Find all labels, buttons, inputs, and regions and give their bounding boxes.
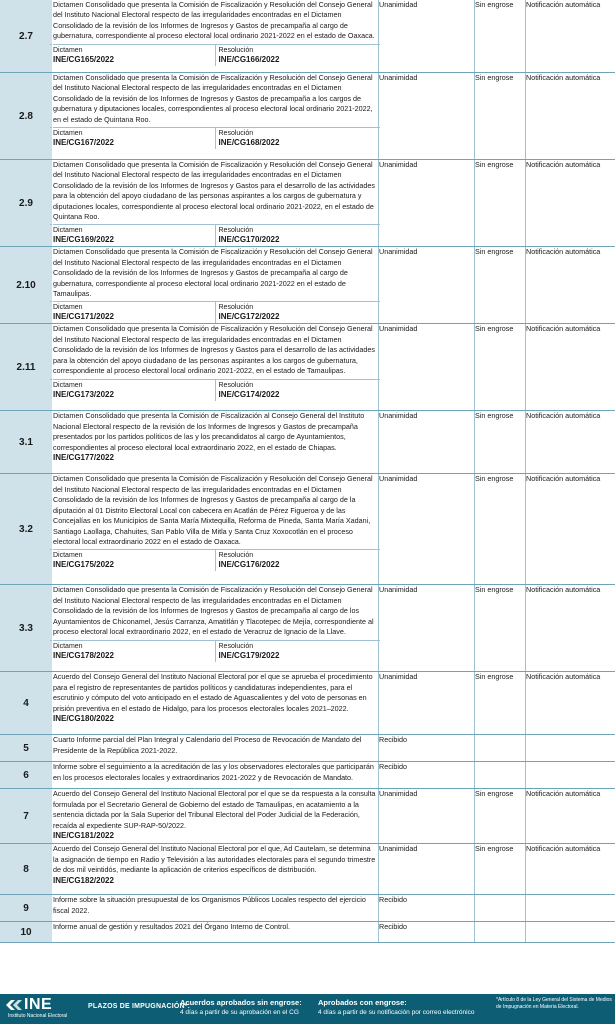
resolucion-code: INE/CG176/2022 <box>218 560 280 570</box>
vote-result: Recibido <box>379 922 475 943</box>
dictamen-label: Dictamen <box>53 46 83 54</box>
engrose-status: Sin engrose <box>475 247 526 324</box>
notification-type <box>526 922 615 943</box>
notification-type: Notificación automática <box>526 247 615 324</box>
document-references <box>50 301 380 323</box>
item-number: 9 <box>0 895 53 922</box>
resolucion-code: INE/CG174/2022 <box>218 389 280 399</box>
item-number: 2.8 <box>0 73 53 160</box>
table-row <box>0 789 615 844</box>
item-number: 2.11 <box>0 324 53 411</box>
engrose-status <box>475 762 526 789</box>
resolucion-label: Resolución <box>218 304 254 312</box>
dictamen-label: Dictamen <box>53 381 83 389</box>
resolucion-code: INE/CG166/2022 <box>218 54 280 64</box>
item-description: Dictamen Consolidado que presenta la Comisión de Fiscalización y Resolución del Consejo General del Instituto Nacional Electoral respecto de las irregularidades encontradas en el Dictamen Consolidado de la revisión de los Informes de Ingresos y Gastos de precampaña al cargo de la diputación al 01 Distrito Electoral Local con cabecera en Acatlán de Pérez Figueroa y de las Concejalías en los Municipios de Santa María Mixtequilla, Reforma de Pineda, Santa María Xadani, Santiago Laollaga, Chahuites, San Pablo Villa de Mitla y Santa Cruz Xoxocotlán en el proceso electoral local extraordinario 2022 en el estado de Oaxaca. <box>53 474 373 546</box>
item-description: Dictamen Consolidado que presenta la Comisión de Fiscalización y Resolución del Consejo General del Instituto Nacional Electoral respecto de las irregularidades encontradas en el Dictamen Consolidado de la revisión de los Informes de Ingresos y Gastos de precampaña al cargo de los Ayuntamientos de Chiconamel, Jesús Carranza, Amatitlán y Tlacotepec de Mejía, correspondiente al proceso electoral local extraordinario 2022, en el estado de Veracruz de Ignacio de la Llave. <box>53 585 374 637</box>
item-description: Dictamen Consolidado que presenta la Comisión de Fiscalización y Resolución del Consejo General del Instituto Nacional Electoral respecto de las irregularidades encontradas en el Dictamen Consolidado de la revisión de los Informes de Ingresos y Gastos de precampaña a los cargos de gubernatura y diputaciones locales, correspondientes al proceso electoral local ordinario 2021-2022, en el estado de Quintana Roo. <box>53 73 373 124</box>
resolucion-label: Resolución <box>218 227 254 235</box>
vote-result: Unanimidad <box>379 324 475 411</box>
vote-result: Unanimidad <box>379 844 475 895</box>
table-row <box>0 474 615 585</box>
engrose-status: Sin engrose <box>475 0 526 73</box>
engrose-status: Sin engrose <box>475 789 526 844</box>
dictamen-code: INE/CG165/2022 <box>53 54 114 64</box>
notification-type: Notificación automática <box>526 160 615 247</box>
engrose-status: Sin engrose <box>475 324 526 411</box>
engrose-status: Sin engrose <box>475 411 526 474</box>
footer-bar <box>0 994 615 1024</box>
notification-type <box>526 735 615 762</box>
dictamen-code: INE/CG167/2022 <box>53 138 114 148</box>
notification-type: Notificación automática <box>526 672 615 735</box>
document-references <box>50 640 380 662</box>
vote-result: Unanimidad <box>379 474 475 585</box>
sin-engrose-block <box>180 998 302 1017</box>
item-description: Acuerdo del Consejo General del Instituto Nacional Electoral por el que se da respuesta a la consulta formulada por el Secretario General de Gobierno del estado de Tamaulipas, en acatamiento a la sentencia dictada por la Sala Superior del Tribunal Electoral del Poder Judicial de la Federación, recaída al expediente SUP-RAP-50/2022. <box>53 789 376 830</box>
agreement-code: INE/CG182/2022 <box>53 875 114 885</box>
table-row <box>0 324 615 411</box>
plazos-heading: PLAZOS DE IMPUGNACIÓN*: <box>88 1003 191 1010</box>
notification-type: Notificación automática <box>526 474 615 585</box>
item-number: 8 <box>0 844 53 895</box>
item-number: 7 <box>0 789 53 844</box>
engrose-status: Sin engrose <box>475 844 526 895</box>
table-row <box>0 160 615 247</box>
item-number: 2.10 <box>0 247 53 324</box>
item-description: Dictamen Consolidado que presenta la Comisión de Fiscalización y Resolución del Consejo General del Instituto Nacional Electoral respecto de las irregularidades encontradas en el Dictamen Consolidado de la revisión de los Informes de Ingresos y Gastos para el desarrollo de las actividades para la obtención del apoyo ciudadano de las personas aspirantes a los cargos de gubernatura y diputaciones locales, correspondiente al proceso electoral local ordinario 2021-2022, en el estado de Quintana Roo. <box>53 160 376 222</box>
logo-subtitle: Instituto Nacional Electoral <box>8 1013 68 1019</box>
document-references <box>50 44 380 66</box>
table-row <box>0 73 615 160</box>
con-engrose-block <box>318 998 474 1017</box>
dictamen-label: Dictamen <box>53 304 83 312</box>
con-engrose-title: Aprobados con engrose: <box>318 998 407 1007</box>
dictamen-code: INE/CG171/2022 <box>53 312 114 322</box>
vote-result: Unanimidad <box>379 160 475 247</box>
engrose-status: Sin engrose <box>475 585 526 672</box>
table-row <box>0 247 615 324</box>
notification-type: Notificación automática <box>526 324 615 411</box>
item-number: 2.9 <box>0 160 53 247</box>
vote-result: Recibido <box>379 895 475 922</box>
document-references <box>50 549 380 571</box>
dictamen-code: INE/CG173/2022 <box>53 389 114 399</box>
item-number: 5 <box>0 735 53 762</box>
vote-result: Unanimidad <box>379 0 475 73</box>
resolucion-label: Resolución <box>218 642 254 650</box>
item-description: Dictamen Consolidado que presenta la Comisión de Fiscalización al Consejo General del Instituto Nacional Electoral respecto de la revisión de los Informes de Ingresos y Gastos de precampaña presentados por los partidos políticos de las y los precandidatos al cargo de Ayuntamientos, correspondientes al proceso electoral local extraordinario 2022, en el estado de Chiapas. <box>53 411 365 452</box>
table-row <box>0 411 615 474</box>
sin-engrose-text: 4 días a partir de su aprobación en el CG <box>180 1009 299 1016</box>
table-row <box>0 922 615 943</box>
engrose-status <box>475 895 526 922</box>
table-row <box>0 762 615 789</box>
table-row <box>0 844 615 895</box>
item-number: 3.2 <box>0 474 53 585</box>
ine-logo-icon <box>6 998 22 1012</box>
vote-result: Unanimidad <box>379 73 475 160</box>
dictamen-label: Dictamen <box>53 642 83 650</box>
agreement-code: INE/CG180/2022 <box>53 714 114 724</box>
item-number: 2.7 <box>0 0 53 73</box>
notification-type: Notificación automática <box>526 789 615 844</box>
document-references <box>50 127 380 149</box>
vote-result: Recibido <box>379 762 475 789</box>
engrose-status: Sin engrose <box>475 73 526 160</box>
vote-result: Unanimidad <box>379 789 475 844</box>
table-row <box>0 585 615 672</box>
resolucion-code: INE/CG168/2022 <box>218 138 280 148</box>
item-description: Informe sobre la situación presupuestal de los Organismos Públicos Locales respecto del ejercicio fiscal 2022. <box>53 895 366 915</box>
dictamen-label: Dictamen <box>53 552 83 560</box>
dictamen-code: INE/CG178/2022 <box>53 650 114 660</box>
vote-result: Recibido <box>379 735 475 762</box>
item-number: 3.1 <box>0 411 53 474</box>
notification-type <box>526 762 615 789</box>
dictamen-label: Dictamen <box>53 130 83 138</box>
agreement-code: INE/CG177/2022 <box>53 453 114 463</box>
dictamen-code: INE/CG175/2022 <box>53 560 114 570</box>
con-engrose-text: 4 días a partir de su notificación por correo electrónico <box>318 1009 475 1016</box>
sin-engrose-title: Acuerdos aprobados sin engrose: <box>180 998 302 1007</box>
engrose-status: Sin engrose <box>475 672 526 735</box>
item-description: Dictamen Consolidado que presenta la Comisión de Fiscalización y Resolución del Consejo General del Instituto Nacional Electoral respecto de las irregularidades encontradas en el Dictamen Consolidado de la revisión de los Informes de Ingresos y Gastos de precampaña al cargo de gubernatura, correspondiente al proceso electoral local ordinario 2021-2022 en el estado de Tamaulipas. <box>53 247 373 299</box>
agreement-code: INE/CG181/2022 <box>53 831 114 841</box>
notification-type: Notificación automática <box>526 0 615 73</box>
dictamen-label: Dictamen <box>53 227 83 235</box>
item-description: Cuarto Informe parcial del Plan Integral y Calendario del Proceso de Revocación de Mandato del Presidente de la República 2021-2022. <box>53 735 362 755</box>
ine-logo <box>6 996 84 1022</box>
engrose-status <box>475 735 526 762</box>
table-row <box>0 0 615 73</box>
resolucion-label: Resolución <box>218 552 254 560</box>
vote-result: Unanimidad <box>379 411 475 474</box>
engrose-status <box>475 922 526 943</box>
dictamen-code: INE/CG169/2022 <box>53 235 114 245</box>
resolucion-label: Resolución <box>218 46 254 54</box>
item-description: Informe anual de gestión y resultados 2021 del Órgano Interno de Control. <box>53 922 290 932</box>
document-references <box>50 379 380 401</box>
vote-result: Unanimidad <box>379 585 475 672</box>
document-references <box>50 224 380 246</box>
notification-type: Notificación automática <box>526 411 615 474</box>
notification-type: Notificación automática <box>526 73 615 160</box>
notification-type: Notificación automática <box>526 844 615 895</box>
item-number: 3.3 <box>0 585 53 672</box>
logo-text: INE <box>24 996 53 1013</box>
resolucion-label: Resolución <box>218 130 254 138</box>
footnote: *Artículo 8 de la Ley General del Sistema de Medios de Impugnación en Materia Electoral. <box>496 997 612 1010</box>
vote-result: Unanimidad <box>379 672 475 735</box>
table-row <box>0 672 615 735</box>
resolucion-code: INE/CG170/2022 <box>218 235 280 245</box>
table-row <box>0 735 615 762</box>
resolucion-code: INE/CG179/2022 <box>218 650 280 660</box>
vote-result: Unanimidad <box>379 247 475 324</box>
item-number: 10 <box>0 922 53 943</box>
notification-type: Notificación automática <box>526 585 615 672</box>
table-row <box>0 895 615 922</box>
item-description: Informe sobre el seguimiento a la acreditación de las y los observadores electorales que participarán en los procesos electorales locales y extraordinarios 2021-2022 y de Revocación de Mandato. <box>53 762 374 782</box>
item-description: Dictamen Consolidado que presenta la Comisión de Fiscalización y Resolución del Consejo General del Instituto Nacional Electoral respecto de las irregularidades encontradas en el Dictamen Consolidado de la revisión de los Informes de Ingresos y Gastos de precampaña al cargo de gubernatura, correspondiente al proceso electoral local ordinario 2021-2022 en el estado de Oaxaca. <box>53 0 375 41</box>
notification-type <box>526 895 615 922</box>
engrose-status: Sin engrose <box>475 160 526 247</box>
item-number: 6 <box>0 762 53 789</box>
item-number: 4 <box>0 672 53 735</box>
resolucion-code: INE/CG172/2022 <box>218 312 280 322</box>
resolucion-label: Resolución <box>218 381 254 389</box>
engrose-status: Sin engrose <box>475 474 526 585</box>
item-description: Dictamen Consolidado que presenta la Comisión de Fiscalización y Resolución del Consejo General del Instituto Nacional Electoral respecto de las irregularidades encontradas en el Dictamen Consolidado de la revisión de los Informes de Ingresos y Gastos para el desarrollo de las actividades para la obtención del apoyo ciudadano de las personas aspirantes a los cargos de gubernatura, correspondiente al proceso electoral local ordinario 2021-2022, en el estado de Tamaulipas. <box>53 324 376 376</box>
item-description: Acuerdo del Consejo General del Instituto Nacional Electoral por el que se aprueba el procedimiento para el registro de representantes de partidos políticos y candidaturas independientes, para el escrutinio y cómputo del voto anticipado en el estado de Aguascalientes y del voto de personas en prisión preventiva en el estado de Hidalgo, para los procesos electorales locales 2021–2022. <box>53 672 373 713</box>
item-description: Acuerdo del Consejo General del Instituto Nacional Electoral por el que, Ad Cautelam, se determina la asignación de tiempo en Radio y Televisión a las autoridades electorales para el segundo trimestre de dos mil veintidós, mediante la aplicación de criterios específicos de distribución. <box>53 844 376 875</box>
